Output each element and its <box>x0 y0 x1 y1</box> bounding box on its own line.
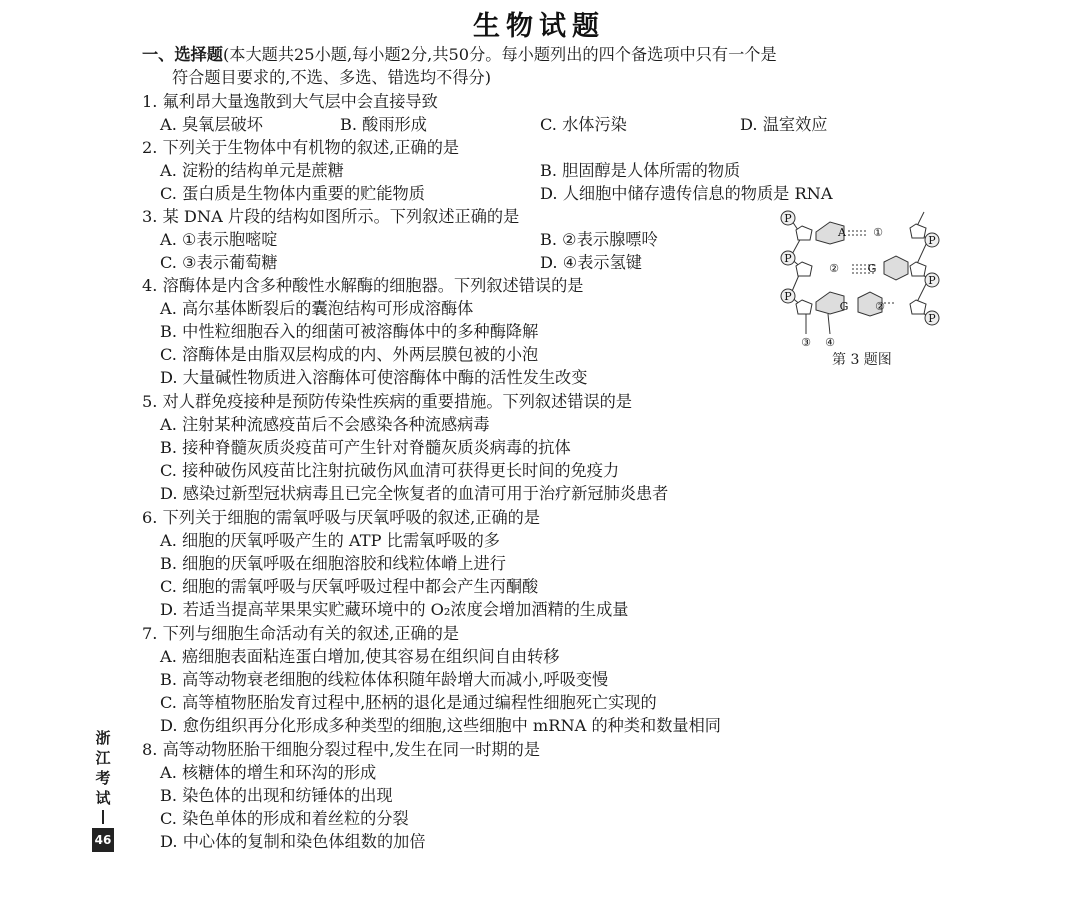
q5-option-a: A. 注射某种流感疫苗后不会感染各种流感病毒 <box>160 415 490 434</box>
section-instruction-2: 符合题目要求的,不选、多选、错选均不得分) <box>172 68 492 87</box>
question-7-stem: 7. 下列与细胞生命活动有关的叙述,正确的是 <box>142 624 460 643</box>
phosphate-label: P <box>928 274 936 287</box>
sidebar-char: 江 <box>95 749 111 767</box>
marker-1-label: ① <box>873 226 883 239</box>
marker-4-label: ④ <box>825 336 835 349</box>
page-title: 生物试题 <box>473 11 605 42</box>
q3-option-d: D. ④表示氢键 <box>540 253 642 272</box>
q1-option-d: D. 温室效应 <box>740 115 828 134</box>
question-2-stem: 2. 下列关于生物体中有机物的叙述,正确的是 <box>142 138 460 157</box>
marker-2-label: ② <box>829 262 839 275</box>
section-heading-line <box>142 44 777 66</box>
q8-option-c: C. 染色单体的形成和着丝粒的分裂 <box>160 809 409 828</box>
q3-option-c: C. ③表示葡萄糖 <box>160 253 278 272</box>
base-a-label: A <box>838 226 846 239</box>
figure-caption: 第 3 题图 <box>832 352 892 368</box>
sidebar-char: 考 <box>95 769 111 787</box>
q2-option-b: B. 胆固醇是人体所需的物质 <box>540 161 741 180</box>
question-3-stem: 3. 某 DNA 片段的结构如图所示。下列叙述正确的是 <box>142 207 520 226</box>
q7-option-a: A. 癌细胞表面粘连蛋白增加,使其容易在组织间自由转移 <box>160 647 560 666</box>
phosphate-label: P <box>928 234 936 247</box>
q8-option-b: B. 染色体的出现和纺锤体的出现 <box>160 786 393 805</box>
q3-option-b: B. ②表示腺嘌呤 <box>540 230 658 249</box>
question-4-stem: 4. 溶酶体是内含多种酸性水解酶的细胞器。下列叙述错误的是 <box>142 276 584 295</box>
q5-option-b: B. 接种脊髓灰质炎疫苗可产生针对脊髓灰质炎病毒的抗体 <box>160 438 571 457</box>
q1-option-c: C. 水体污染 <box>540 115 627 134</box>
q8-option-a: A. 核糖体的增生和环沟的形成 <box>160 763 377 782</box>
question-1-stem: 1. 氟利昂大量逸散到大气层中会直接导致 <box>142 92 438 111</box>
phosphate-label: P <box>784 252 792 265</box>
q6-option-c: C. 细胞的需氧呼吸与厌氧呼吸过程中都会产生丙酮酸 <box>160 577 539 596</box>
q4-option-a: A. 高尔基体断裂后的囊泡结构可形成溶酶体 <box>160 299 474 318</box>
marker-3-label: ③ <box>801 336 811 349</box>
q6-option-a: A. 细胞的厌氧呼吸产生的 ATP 比需氧呼吸的多 <box>160 531 500 550</box>
q4-option-c: C. 溶酶体是由脂双层构成的内、外两层膜包被的小泡 <box>160 345 539 364</box>
q2-option-d: D. 人细胞中储存遗传信息的物质是 RNA <box>540 184 833 203</box>
q7-option-d: D. 愈伤组织再分化形成多种类型的细胞,这些细胞中 mRNA 的种类和数量相同 <box>160 716 721 735</box>
q5-option-c: C. 接种破伤风疫苗比注射抗破伤风血清可获得更长时间的免疫力 <box>160 461 620 480</box>
base-g-label: G <box>867 262 877 275</box>
q4-option-b: B. 中性粒细胞吞入的细菌可被溶酶体中的多种酶降解 <box>160 322 539 341</box>
marker-2-label: ② <box>875 300 885 313</box>
page-number: 46 <box>92 828 114 852</box>
q5-option-d: D. 感染过新型冠状病毒且已完全恢复者的血清可用于治疗新冠肺炎患者 <box>160 484 669 503</box>
phosphate-label: P <box>784 212 792 225</box>
section-instruction-1: (本大题共25小题,每小题2分,共50分。每小题列出的四个备选项中只有一个是 <box>222 45 777 64</box>
sidebar-divider <box>102 810 104 824</box>
phosphate-label: P <box>928 312 936 325</box>
q7-option-b: B. 高等动物衰老细胞的线粒体体积随年龄增大而减小,呼吸变慢 <box>160 670 609 689</box>
sidebar-char: 试 <box>95 789 111 807</box>
phosphate-label: P <box>784 290 792 303</box>
q3-option-a: A. ①表示胞嘧啶 <box>160 230 278 249</box>
q6-option-b: B. 细胞的厌氧呼吸在细胞溶胶和线粒体嵴上进行 <box>160 554 506 573</box>
question-8-stem: 8. 高等动物胚胎干细胞分裂过程中,发生在同一时期的是 <box>142 740 541 759</box>
q8-option-d: D. 中心体的复制和染色体组数的加倍 <box>160 832 426 851</box>
magazine-sidebar <box>92 728 114 852</box>
question-6-stem: 6. 下列关于细胞的需氧呼吸与厌氧呼吸的叙述,正确的是 <box>142 508 541 527</box>
q6-option-d: D. 若适当提高苹果果实贮藏环境中的 O₂浓度会增加酒精的生成量 <box>160 600 629 619</box>
base-g-label: G <box>839 300 849 313</box>
sidebar-char: 浙 <box>95 729 111 747</box>
section-heading: 一、选择题 <box>142 45 223 64</box>
q4-option-d: D. 大量碱性物质进入溶酶体可使溶酶体中酶的活性发生改变 <box>160 368 588 387</box>
q2-option-a: A. 淀粉的结构单元是蔗糖 <box>160 161 344 180</box>
q1-option-b: B. 酸雨形成 <box>340 115 427 134</box>
q1-option-a: A. 臭氧层破坏 <box>160 115 263 134</box>
question-5-stem: 5. 对人群免疫接种是预防传染性疾病的重要措施。下列叙述错误的是 <box>142 392 633 411</box>
dna-structure-figure <box>772 206 952 372</box>
q7-option-c: C. 高等植物胚胎发育过程中,胚柄的退化是通过编程性细胞死亡实现的 <box>160 693 657 712</box>
q2-option-c: C. 蛋白质是生物体内重要的贮能物质 <box>160 184 425 203</box>
